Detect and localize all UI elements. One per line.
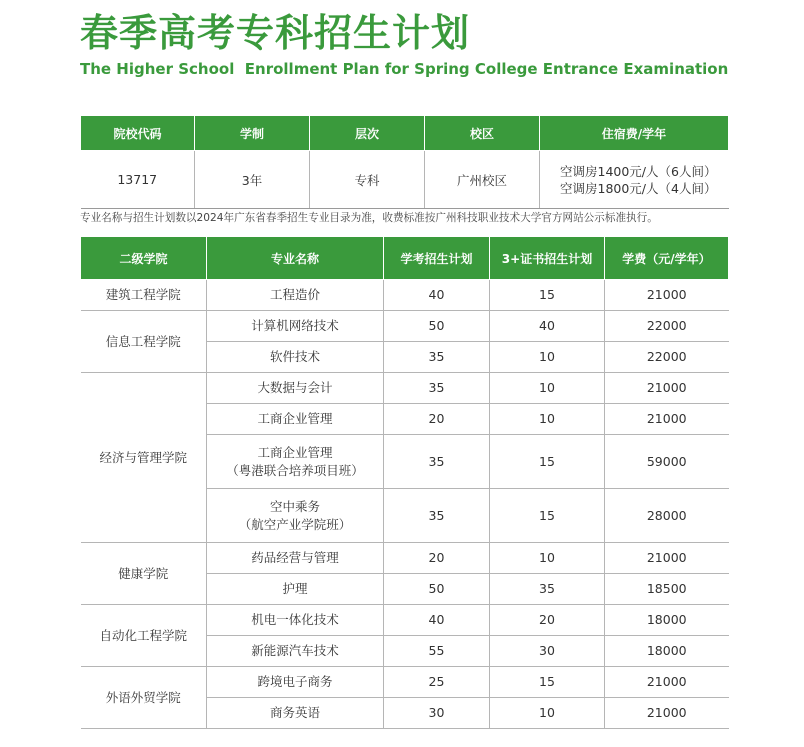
duration: 3年	[195, 151, 310, 209]
fee-line: 空调房1800元/人（4人间）	[560, 180, 717, 196]
cert-plan-cell: 10	[490, 698, 605, 729]
tuition-cell: 21000	[605, 373, 729, 404]
college-cell: 外语外贸学院	[81, 667, 207, 729]
tuition-cell: 59000	[605, 435, 729, 489]
exam-plan-cell: 35	[384, 373, 490, 404]
header-campus: 校区	[425, 116, 540, 151]
tuition-cell: 21000	[605, 543, 729, 574]
header-accommodation-fee: 住宿费/学年	[540, 116, 729, 151]
campus: 广州校区	[425, 151, 540, 209]
table-row	[81, 667, 729, 698]
major-cell	[207, 489, 384, 543]
header-college: 二级学院	[81, 237, 207, 280]
table-row	[81, 280, 729, 311]
enrollment-plan-table	[80, 236, 729, 729]
tuition-cell: 22000	[605, 342, 729, 373]
major-cell: 商务英语	[207, 698, 384, 729]
cert-plan-cell: 15	[490, 667, 605, 698]
major-cell: 新能源汽车技术	[207, 636, 384, 667]
page-subtitle: The Higher School Enrollment Plan for Spring College Entrance Examination	[80, 60, 729, 78]
exam-plan-cell: 50	[384, 574, 490, 605]
exam-plan-cell: 20	[384, 543, 490, 574]
college-cell: 经济与管理学院	[81, 373, 207, 543]
tuition-cell: 21000	[605, 404, 729, 435]
fee-line: 空调房1400元/人（6人间）	[560, 163, 717, 179]
cert-plan-cell: 10	[490, 404, 605, 435]
school-code: 13717	[81, 151, 195, 209]
header-major: 专业名称	[207, 237, 384, 280]
level: 专科	[310, 151, 425, 209]
cert-plan-cell: 10	[490, 342, 605, 373]
major-cell	[207, 435, 384, 489]
cert-plan-cell: 40	[490, 311, 605, 342]
exam-plan-cell: 35	[384, 435, 490, 489]
major-cell: 大数据与会计	[207, 373, 384, 404]
exam-plan-cell: 50	[384, 311, 490, 342]
cert-plan-cell: 15	[490, 489, 605, 543]
exam-plan-cell: 35	[384, 489, 490, 543]
table-row	[81, 543, 729, 574]
tuition-cell: 22000	[605, 311, 729, 342]
footnote: 专业名称与招生计划数以2024年广东省春季招生专业目录为准，收费标准按广州科技职业技术大学官方网站公示标准执行。	[80, 212, 658, 224]
tuition-cell: 18500	[605, 574, 729, 605]
header-duration: 学制	[195, 116, 310, 151]
major-cell: 跨境电子商务	[207, 667, 384, 698]
major-cell: 工商企业管理	[207, 404, 384, 435]
exam-plan-cell: 40	[384, 280, 490, 311]
accommodation-fee	[540, 151, 729, 209]
exam-plan-cell: 35	[384, 342, 490, 373]
exam-plan-cell: 30	[384, 698, 490, 729]
college-cell: 建筑工程学院	[81, 280, 207, 311]
tuition-cell: 21000	[605, 667, 729, 698]
exam-plan-cell: 20	[384, 404, 490, 435]
tuition-cell: 18000	[605, 636, 729, 667]
major-name: 空中乘务	[269, 498, 320, 514]
school-info-table	[80, 115, 729, 209]
table-row	[81, 373, 729, 404]
major-cell: 护理	[207, 574, 384, 605]
exam-plan-cell: 40	[384, 605, 490, 636]
college-cell: 信息工程学院	[81, 311, 207, 373]
header-level: 层次	[310, 116, 425, 151]
table-row	[81, 605, 729, 636]
table-row	[81, 311, 729, 342]
major-cell: 机电一体化技术	[207, 605, 384, 636]
exam-plan-cell: 55	[384, 636, 490, 667]
major-cell: 计算机网络技术	[207, 311, 384, 342]
major-note: （航空产业学院班）	[238, 516, 352, 532]
major-cell: 药品经营与管理	[207, 543, 384, 574]
college-cell: 健康学院	[81, 543, 207, 605]
major-note: （粤港联合培养项目班）	[226, 462, 364, 478]
tuition-cell: 28000	[605, 489, 729, 543]
cert-plan-cell: 20	[490, 605, 605, 636]
header-tuition: 学费（元/学年）	[605, 237, 729, 280]
tuition-cell: 21000	[605, 698, 729, 729]
major-name: 工商企业管理	[257, 444, 333, 460]
header-cert-plan: 3+证书招生计划	[490, 237, 605, 280]
cert-plan-cell: 10	[490, 373, 605, 404]
page-title: 春季高考专科招生计划	[80, 11, 471, 55]
cert-plan-cell: 35	[490, 574, 605, 605]
college-cell: 自动化工程学院	[81, 605, 207, 667]
tuition-cell: 21000	[605, 280, 729, 311]
header-exam-plan: 学考招生计划	[384, 237, 490, 280]
table-row	[81, 151, 729, 209]
exam-plan-cell: 25	[384, 667, 490, 698]
major-cell: 软件技术	[207, 342, 384, 373]
cert-plan-cell: 30	[490, 636, 605, 667]
cert-plan-cell: 15	[490, 435, 605, 489]
cert-plan-cell: 10	[490, 543, 605, 574]
header-school-code: 院校代码	[81, 116, 195, 151]
cert-plan-cell: 15	[490, 280, 605, 311]
tuition-cell: 18000	[605, 605, 729, 636]
major-cell: 工程造价	[207, 280, 384, 311]
